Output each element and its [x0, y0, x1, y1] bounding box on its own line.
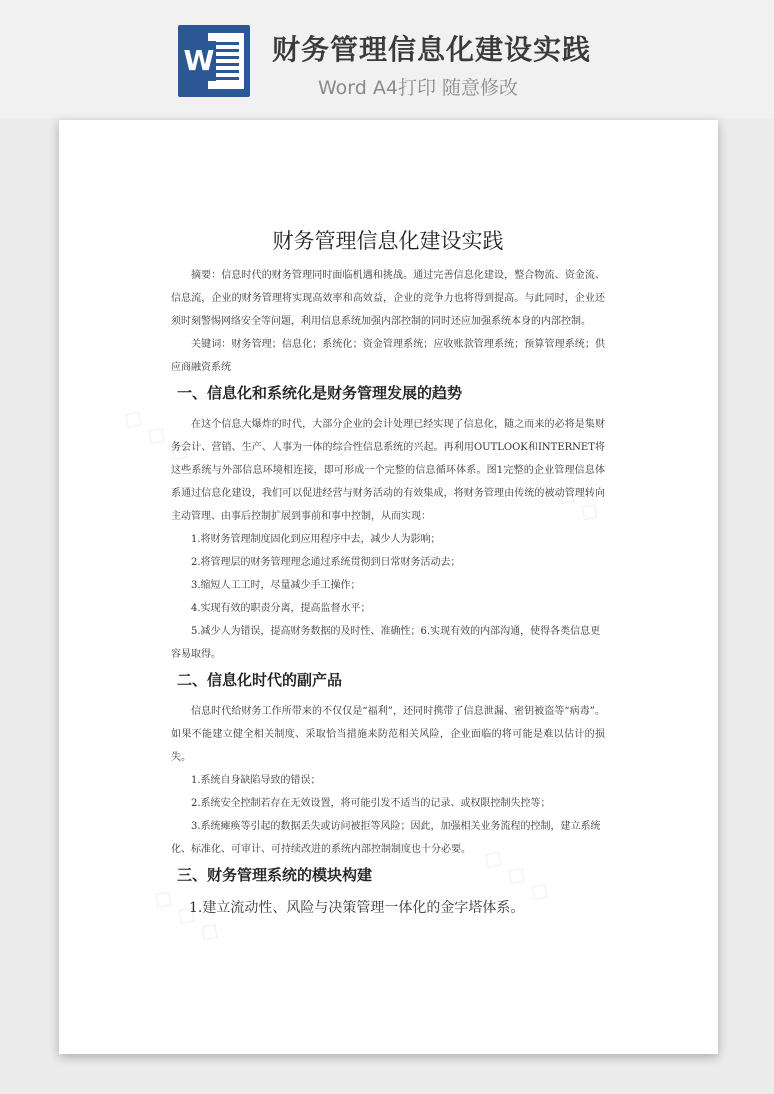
word-document-icon [178, 25, 250, 97]
list-item: 2.系统安全控制若存在无效设置，将可能引发不适当的记录、或权限控制失控等； [191, 798, 551, 809]
list-item: 1.将财务管理制度固化到应用程序中去，减少人为影响； [191, 534, 441, 545]
document-body [171, 225, 608, 921]
watermark-graphic: ◇ ◇ ◇ [477, 840, 558, 910]
word-logo-letter: W [182, 41, 216, 81]
list-item: 4.实现有效的职责分离，提高监督水平； [191, 603, 371, 614]
watermark-graphic: ◇ ◇ ◇ [147, 880, 228, 950]
abstract: 摘要：信息时代的财务管理同时面临机遇和挑战。通过完善信息化建设，整合物流、资金流、信息流，企业的财务管理将实现高效率和高效益，企业的竞争力也将得到提高。与此同时，企业还须时刻警惕网络安全等问题，利用信息系统加强内部控制的同时还应加强系统本身的内部控制。 [171, 270, 605, 327]
keywords: 关键词：财务管理；信息化；系统化；资金管理系统；应收账款管理系统；预算管理系统；供应商融资系统 [171, 339, 605, 373]
document-title: 财务管理信息化建设实践 [272, 229, 504, 253]
section-heading: 一、信息化和系统化是财务管理发展的趋势 [177, 384, 463, 402]
banner-title: 财务管理信息化建设实践 [272, 33, 592, 66]
watermark-graphic: ◇ ◇ ◇ [117, 400, 198, 470]
banner-subtitle: Word A4打印 随意修改 [318, 77, 519, 99]
section-paragraph: 在这个信息大爆炸的时代，大部分企业的会计处理已经实现了信息化，随之而来的必将是集财务会计、营销、生产、人事为一体的综合性信息系统的兴起。再利用OUTLOOK和INTERNET将这些系统与外部信息环境相连接，即可形成一个完整的信息循环体系。图1完整的企业管理信息体系通过信息化建设，我们可以促进经营与财务活动的有效集成，将财务管理由传统的被动管理转向主动管理、由事后控制扩展到事前和事中控制，从而实现： [171, 419, 605, 522]
list-item: 2.将管理层的财务管理理念通过系统贯彻到日常财务活动去； [191, 557, 461, 568]
section-paragraph: 信息时代给财务工作所带来的不仅仅是“福利”，还同时携带了信息泄漏、密钥被盗等“病毒”。如果不能建立健全相关制度、采取恰当措施来防范相关风险，企业面临的将可能是难以估计的损失。 [171, 706, 605, 763]
section-heading: 二、信息化时代的副产品 [177, 671, 343, 689]
document-page [59, 120, 718, 1054]
list-item: 3.系统瘫痪等引起的数据丢失或访问被拒等风险；因此，加强相关业务流程的控制，建立系统化、标准化、可审计、可持续改进的系统内部控制制度也十分必要。 [171, 821, 601, 855]
list-item: 3.缩短人工工时，尽量减少手工操作； [191, 580, 361, 591]
list-item: 1.系统自身缺陷导致的错误； [191, 775, 321, 786]
sub-heading: 1.建立流动性、风险与决策管理一体化的金字塔体系。 [189, 900, 525, 916]
watermark-graphic: ◇ ◇ ◇ [527, 460, 608, 530]
section-heading: 三、财务管理系统的模块构建 [177, 866, 373, 884]
header-banner [0, 0, 774, 118]
list-item: 5.减少人为错误，提高财务数据的及时性、准确性；6.实现有效的内部沟通，使得各类信息更容易取得。 [171, 626, 601, 660]
